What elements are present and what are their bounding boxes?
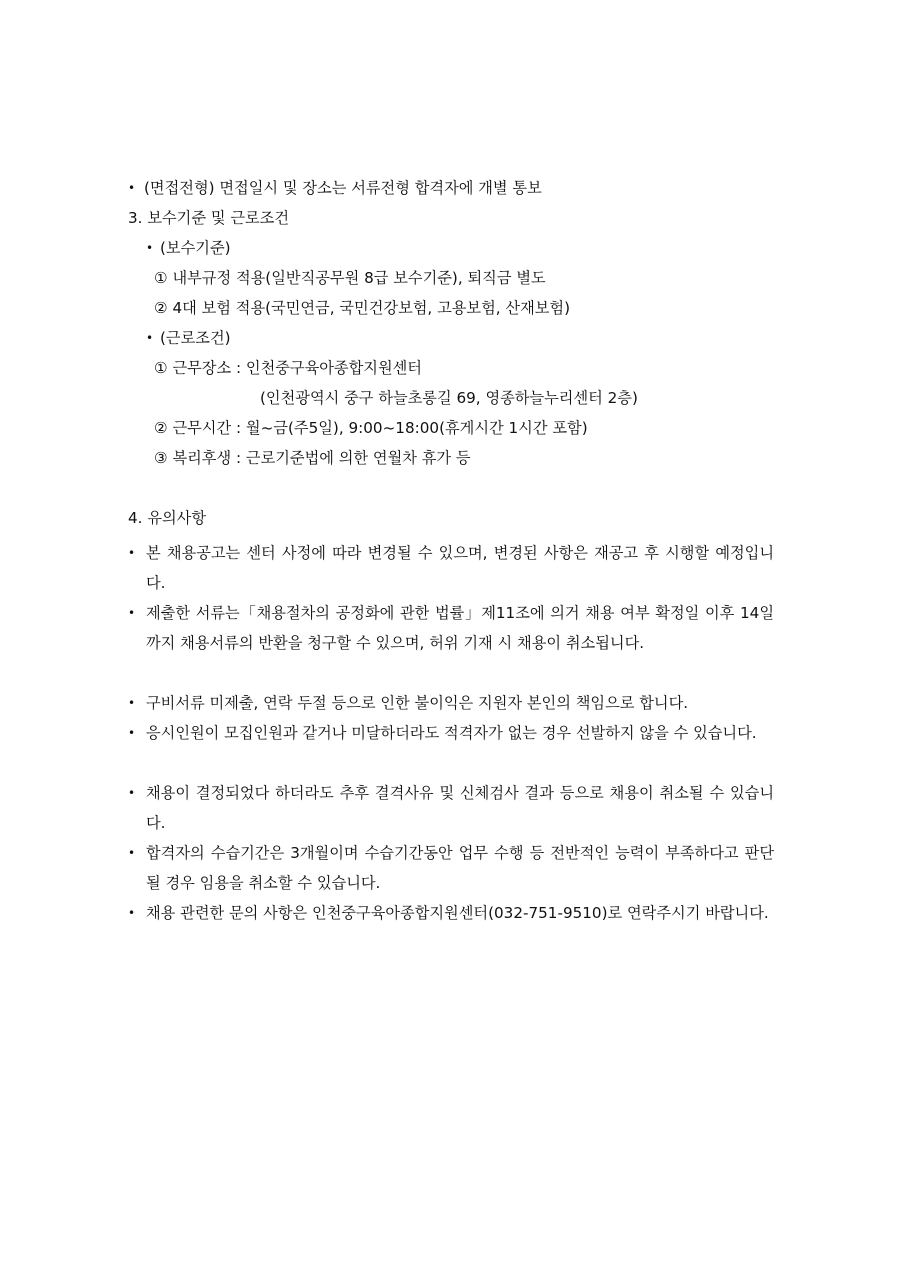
work-condition-heading: (근로조건) (160, 329, 231, 347)
note-item: 구비서류 미제출, 연락 두절 등으로 인한 불이익은 지원자 본인의 책임으로 합니다. (146, 694, 689, 712)
bullet-marker: • (128, 606, 136, 620)
bullet-marker: • (146, 331, 154, 345)
section-4-heading: 4. 유의사항 (128, 509, 207, 527)
work-hours: ② 근무시간 : 월~금(주5일), 9:00~18:00(휴게시간 1시간 포함) (154, 419, 588, 437)
work-place-address: (인천광역시 중구 하늘초롱길 69, 영종하늘누리센터 2층) (260, 389, 638, 407)
note-item: 제출한 서류는「채용절차의 공정화에 관한 법률」제11조에 의거 채용 여부 확정일 이후 14일까지 채용서류의 반환을 청구할 수 있으며, 허위 기재 시 채용이 취소됩니다. (146, 604, 774, 652)
welfare: ③ 복리후생 : 근로기준법에 의한 연월차 휴가 등 (154, 449, 471, 467)
bullet-marker: • (128, 906, 136, 920)
bullet-marker: • (128, 726, 136, 740)
bullet-marker: • (128, 546, 136, 560)
note-item: 채용이 결정되었다 하더라도 추후 결격사유 및 신체검사 결과 등으로 채용이 취소될 수 있습니다. (146, 784, 774, 832)
note-item: 합격자의 수습기간은 3개월이며 수습기간동안 업무 수행 등 전반적인 능력이 부족하다고 판단될 경우 임용을 취소할 수 있습니다. (146, 844, 774, 892)
bullet-marker: • (128, 846, 136, 860)
bullet-marker: • (128, 696, 136, 710)
bullet-marker: • (146, 241, 154, 255)
work-place: ① 근무장소 : 인천중구육아종합지원센터 (154, 359, 422, 377)
pay-item-1: ① 내부규정 적용(일반직공무원 8급 보수기준), 퇴직금 별도 (154, 269, 546, 287)
note-item: 채용 관련한 문의 사항은 인천중구육아종합지원센터(032-751-9510)로 연락주시기 바랍니다. (146, 904, 769, 922)
note-item: 본 채용공고는 센터 사정에 따라 변경될 수 있으며, 변경된 사항은 재공고 후 시행할 예정입니다. (146, 544, 774, 592)
bullet-marker: • (128, 181, 136, 195)
pay-standard-heading: (보수기준) (160, 239, 231, 257)
bullet-marker: • (128, 786, 136, 800)
interview-notice: (면접전형) 면접일시 및 장소는 서류전형 합격자에 개별 통보 (144, 179, 542, 197)
section-3-heading: 3. 보수기준 및 근로조건 (128, 209, 290, 227)
note-item: 응시인원이 모집인원과 같거나 미달하더라도 적격자가 없는 경우 선발하지 않을 수 있습니다. (146, 724, 757, 742)
pay-item-2: ② 4대 보험 적용(국민연금, 국민건강보험, 고용보험, 산재보험) (154, 299, 571, 317)
